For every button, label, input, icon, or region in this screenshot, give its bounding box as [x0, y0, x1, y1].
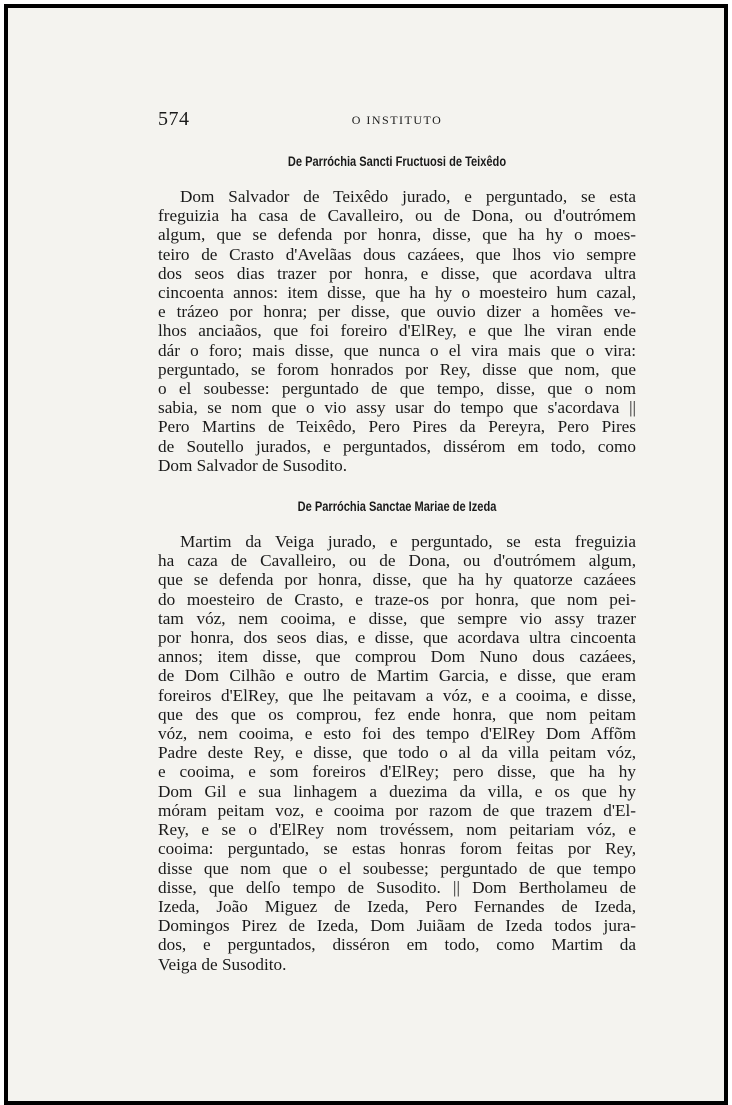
- text-line: Izeda, João Miguez de Izeda, Pero Fernandes de Izeda,: [158, 896, 636, 916]
- text-line: Martim da Veiga jurado, e perguntado, se esta freguizia: [180, 532, 636, 552]
- text-line: Dom Salvador de Teixêdo jurado, e perguntado, se esta: [180, 187, 636, 206]
- text-line: do moesteiro de Crasto, e traze-os por honra, que nom pei-: [158, 589, 636, 609]
- text-line: teiro de Crasto d'Avelãas dous cazáees, que lhos vio sempre: [158, 244, 636, 264]
- text-line: Domingos Pirez de Izeda, Dom Juiãam de Izeda todos jura-: [158, 916, 636, 936]
- text-line: e trázeo por honra; per disse, que ouvio dizer a homẽes ve-: [158, 302, 636, 322]
- text-line: annos; item disse, que comprou Dom Nuno dous cazáees,: [158, 647, 636, 667]
- text-line: Dom Salvador de Susodito.: [158, 455, 348, 475]
- text-line: que des que os comprou, fez ende honra, que nom peitam: [158, 704, 636, 724]
- section-heading-teixedo: De Parróchia Sancti Fructuosi de Teixêdo: [287, 154, 507, 169]
- text-line: de Soutello jurados, e perguntados, dissérom em todo, como: [158, 436, 636, 456]
- page-body: [158, 108, 636, 974]
- text-line: dos, e perguntados, disséron em todo, como Martim da: [158, 935, 636, 955]
- text-line: ha caza de Cavalleiro, ou de Dona, ou d'outrómem algum,: [158, 551, 636, 571]
- text-line: dos seos dias trazer por honra, e disse, que acordava ultra: [158, 263, 636, 283]
- text-line: de Dom Cilhão e outro de Martim Garcia, e disse, que eram: [158, 666, 636, 686]
- text-line: e cooima, e som foreiros d'ElRey; pero disse, que ha hy: [158, 762, 636, 782]
- text-line: foreiros d'ElRey, que lhe peitavam a vóz, e a cooima, e disse,: [158, 685, 636, 705]
- text-line: móram peitam voz, e cooima por razom de que trazem d'El-: [158, 800, 636, 820]
- text-line: Pero Martins de Teixêdo, Pero Pires da Pereyra, Pero Pires: [158, 417, 636, 437]
- text-line: freguizia ha casa de Cavalleiro, ou de Dona, ou d'outrómem: [158, 206, 636, 226]
- text-line: perguntado, se forom honrados por Rey, disse que nom, que: [158, 359, 636, 379]
- text-line: algum, que se defenda por honra, disse, que ha hy o moes-: [158, 225, 636, 245]
- running-title: O INSTITUTO: [351, 113, 443, 127]
- text-line: tam vóz, nem cooima, e disse, que sempre vio assy trazer: [158, 608, 636, 628]
- page-frame: [4, 4, 728, 1105]
- text-line: cincoenta annos: item disse, que ha hy o moesteiro hum cazal,: [158, 283, 636, 303]
- text-line: cooima: perguntado, se estas honras forom feitas por Rey,: [158, 839, 636, 859]
- text-line: disse, que delſo tempo de Susodito. || Dom Bertholameu de: [158, 877, 636, 897]
- running-head: [158, 108, 636, 136]
- text-line: que se defenda por honra, disse, que ha hy quatorze cazáees: [158, 570, 636, 590]
- text-line: lhos anciaãos, que foi foreiro d'ElRey, e que lhe viran ende: [158, 321, 636, 341]
- text-line: por honra, dos seos dias, e disse, que acordava ultra cincoenta: [158, 628, 636, 648]
- page-number: 574: [158, 108, 190, 130]
- text-line: disse que nom que o el soubesse; perguntado de que tempo: [158, 858, 636, 878]
- paragraph-teixedo: [158, 187, 636, 475]
- paragraph-izeda: [158, 532, 636, 974]
- text-line: Rey, e se o d'ElRey nom trovéssem, nom peitariam vóz, e: [158, 820, 636, 840]
- section-heading-izeda: De Parróchia Sanctae Mariae de Izeda: [297, 499, 497, 515]
- text-line: vóz, nem cooima, e esto foi des tempo d'ElRey Dom Affõm: [158, 724, 636, 744]
- text-line: sabia, se nom que o vio assy usar do tempo que s'acordava ||: [158, 398, 636, 418]
- text-line: dár o foro; mais disse, que nunca o el vira mais que o vira:: [158, 340, 636, 360]
- text-line: Veiga de Susodito.: [158, 954, 287, 974]
- text-line: Padre deste Rey, e disse, que todo o al da villa peitam vóz,: [158, 743, 636, 763]
- text-line: o el soubesse: perguntado de que tempo, disse, que o nom: [158, 379, 636, 399]
- text-line: Dom Gil e sua linhagem a duezima da villa, e os que hy: [158, 781, 636, 801]
